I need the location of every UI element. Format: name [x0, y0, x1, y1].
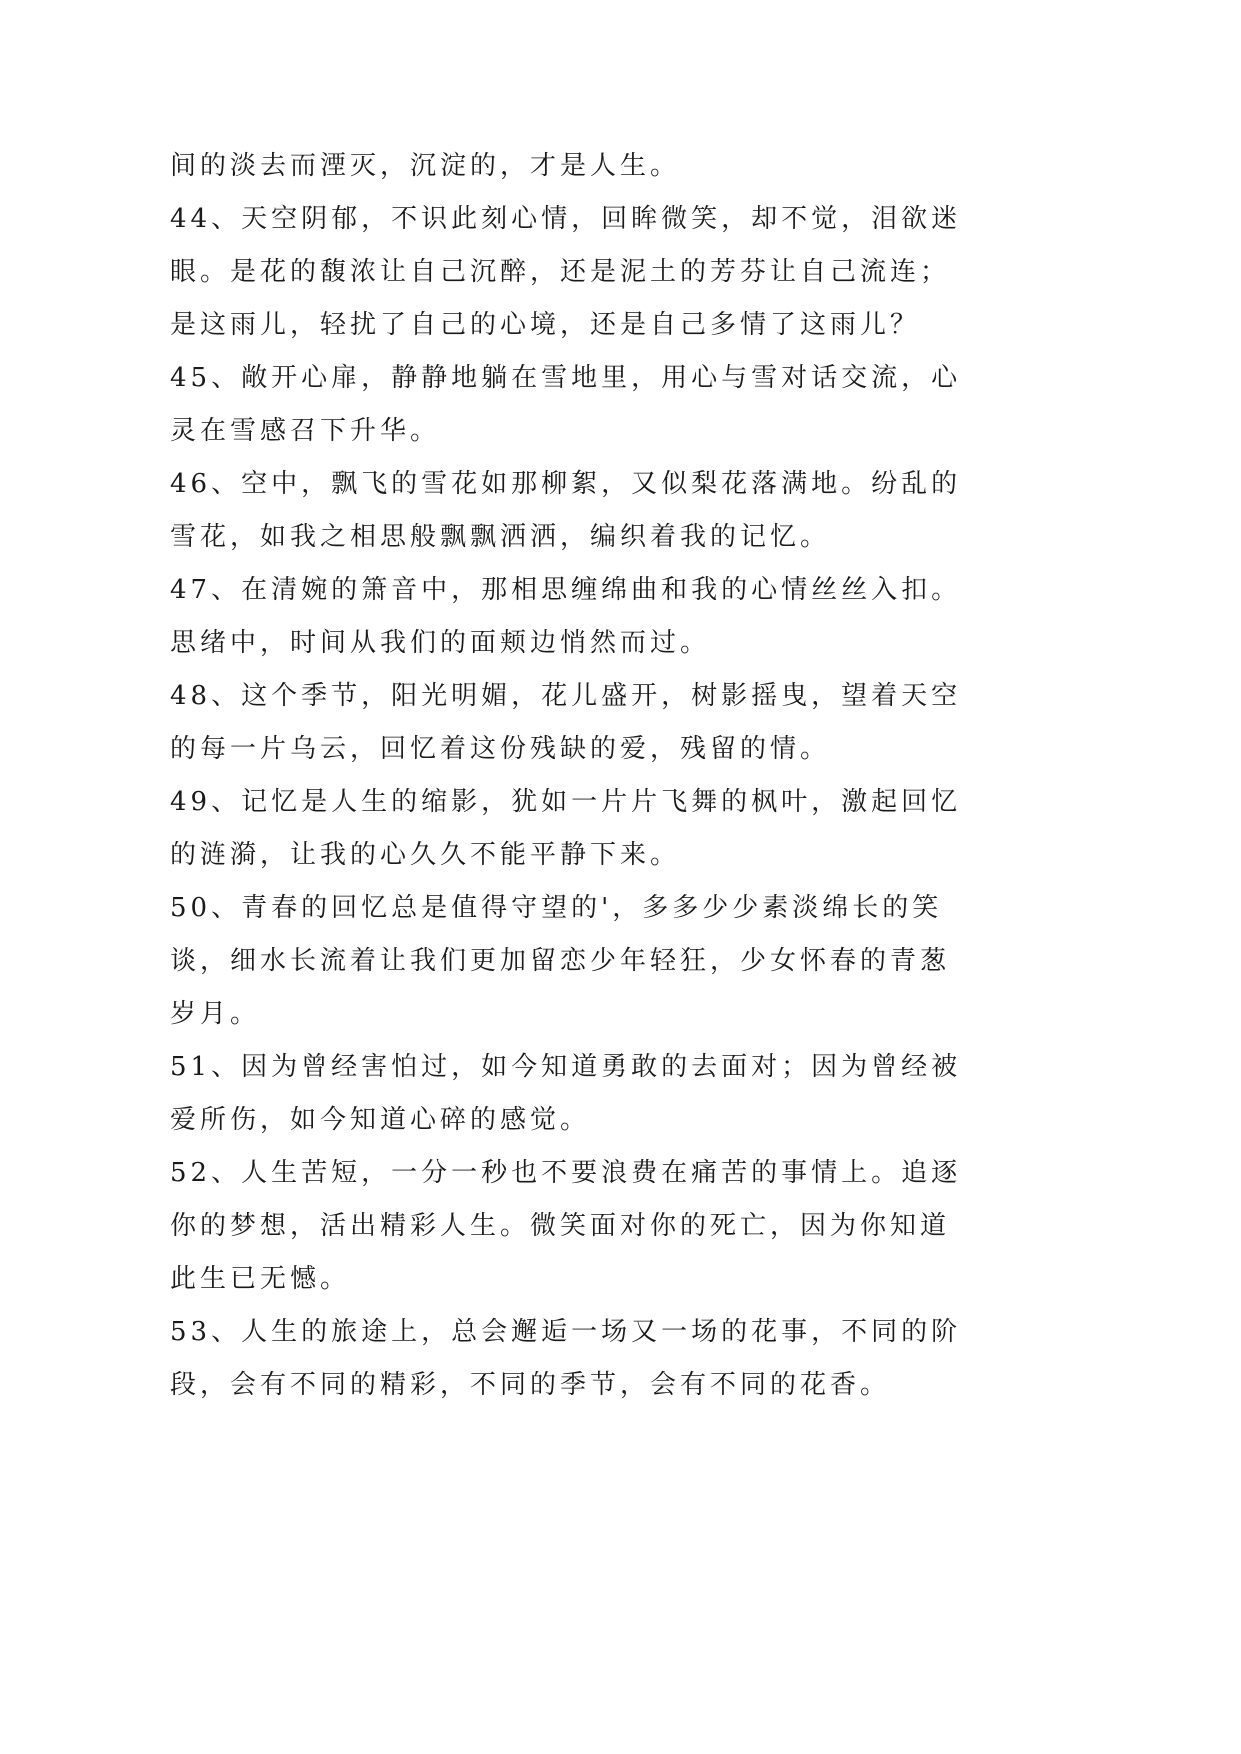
text-line: 53、人生的旅途上，总会邂逅一场又一场的花事，不同的阶: [170, 1317, 962, 1347]
text-line: 你的梦想，活出精彩人生。微笑面对你的死亡，因为你知道: [170, 1211, 951, 1241]
text-line: 的每一片乌云，回忆着这份残缺的爱，残留的情。: [170, 734, 831, 764]
text-line: 眼。是花的馥浓让自己沉醉，还是泥土的芳芬让自己流连；: [170, 257, 951, 287]
text-line: 此生已无憾。: [170, 1264, 351, 1294]
text-line: 爱所伤，如今知道心碎的感觉。: [170, 1105, 591, 1135]
text-line: 岁月。: [170, 999, 261, 1029]
text-line: 灵在雪感召下升华。: [170, 416, 441, 446]
text-line: 是这雨儿，轻扰了自己的心境，还是自己多情了这雨儿？: [170, 310, 921, 340]
body-text: [170, 140, 970, 1412]
text-line: 47、在清婉的箫音中，那相思缠绵曲和我的心情丝丝入扣。: [170, 575, 962, 605]
text-line: 48、这个季节，阳光明媚，花儿盛开，树影摇曳，望着天空: [170, 681, 962, 711]
text-line: 45、敞开心扉，静静地躺在雪地里，用心与雪对话交流，心: [170, 363, 962, 393]
text-line: 思绪中，时间从我们的面颊边悄然而过。: [170, 628, 711, 658]
text-line: 段，会有不同的精彩，不同的季节，会有不同的花香。: [170, 1370, 891, 1400]
text-line: 46、空中，飘飞的雪花如那柳絮，又似梨花落满地。纷乱的: [170, 469, 962, 499]
text-line: 50、青春的回忆总是值得守望的'，多多少少素淡绵长的笑: [170, 893, 943, 923]
text-line: 间的淡去而湮灭，沉淀的，才是人生。: [170, 151, 681, 181]
text-line: 44、天空阴郁，不识此刻心情，回眸微笑，却不觉，泪欲迷: [170, 204, 962, 234]
text-line: 49、记忆是人生的缩影，犹如一片片飞舞的枫叶，激起回忆: [170, 787, 962, 817]
text-line: 51、因为曾经害怕过，如今知道勇敢的去面对；因为曾经被: [170, 1052, 962, 1082]
text-line: 谈，细水长流着让我们更加留恋少年轻狂，少女怀春的青葱: [170, 946, 951, 976]
text-line: 雪花，如我之相思般飘飘洒洒，编织着我的记忆。: [170, 522, 831, 552]
text-line: 的涟漪，让我的心久久不能平静下来。: [170, 840, 681, 870]
text-line: 52、人生苦短，一分一秒也不要浪费在痛苦的事情上。追逐: [170, 1158, 962, 1188]
